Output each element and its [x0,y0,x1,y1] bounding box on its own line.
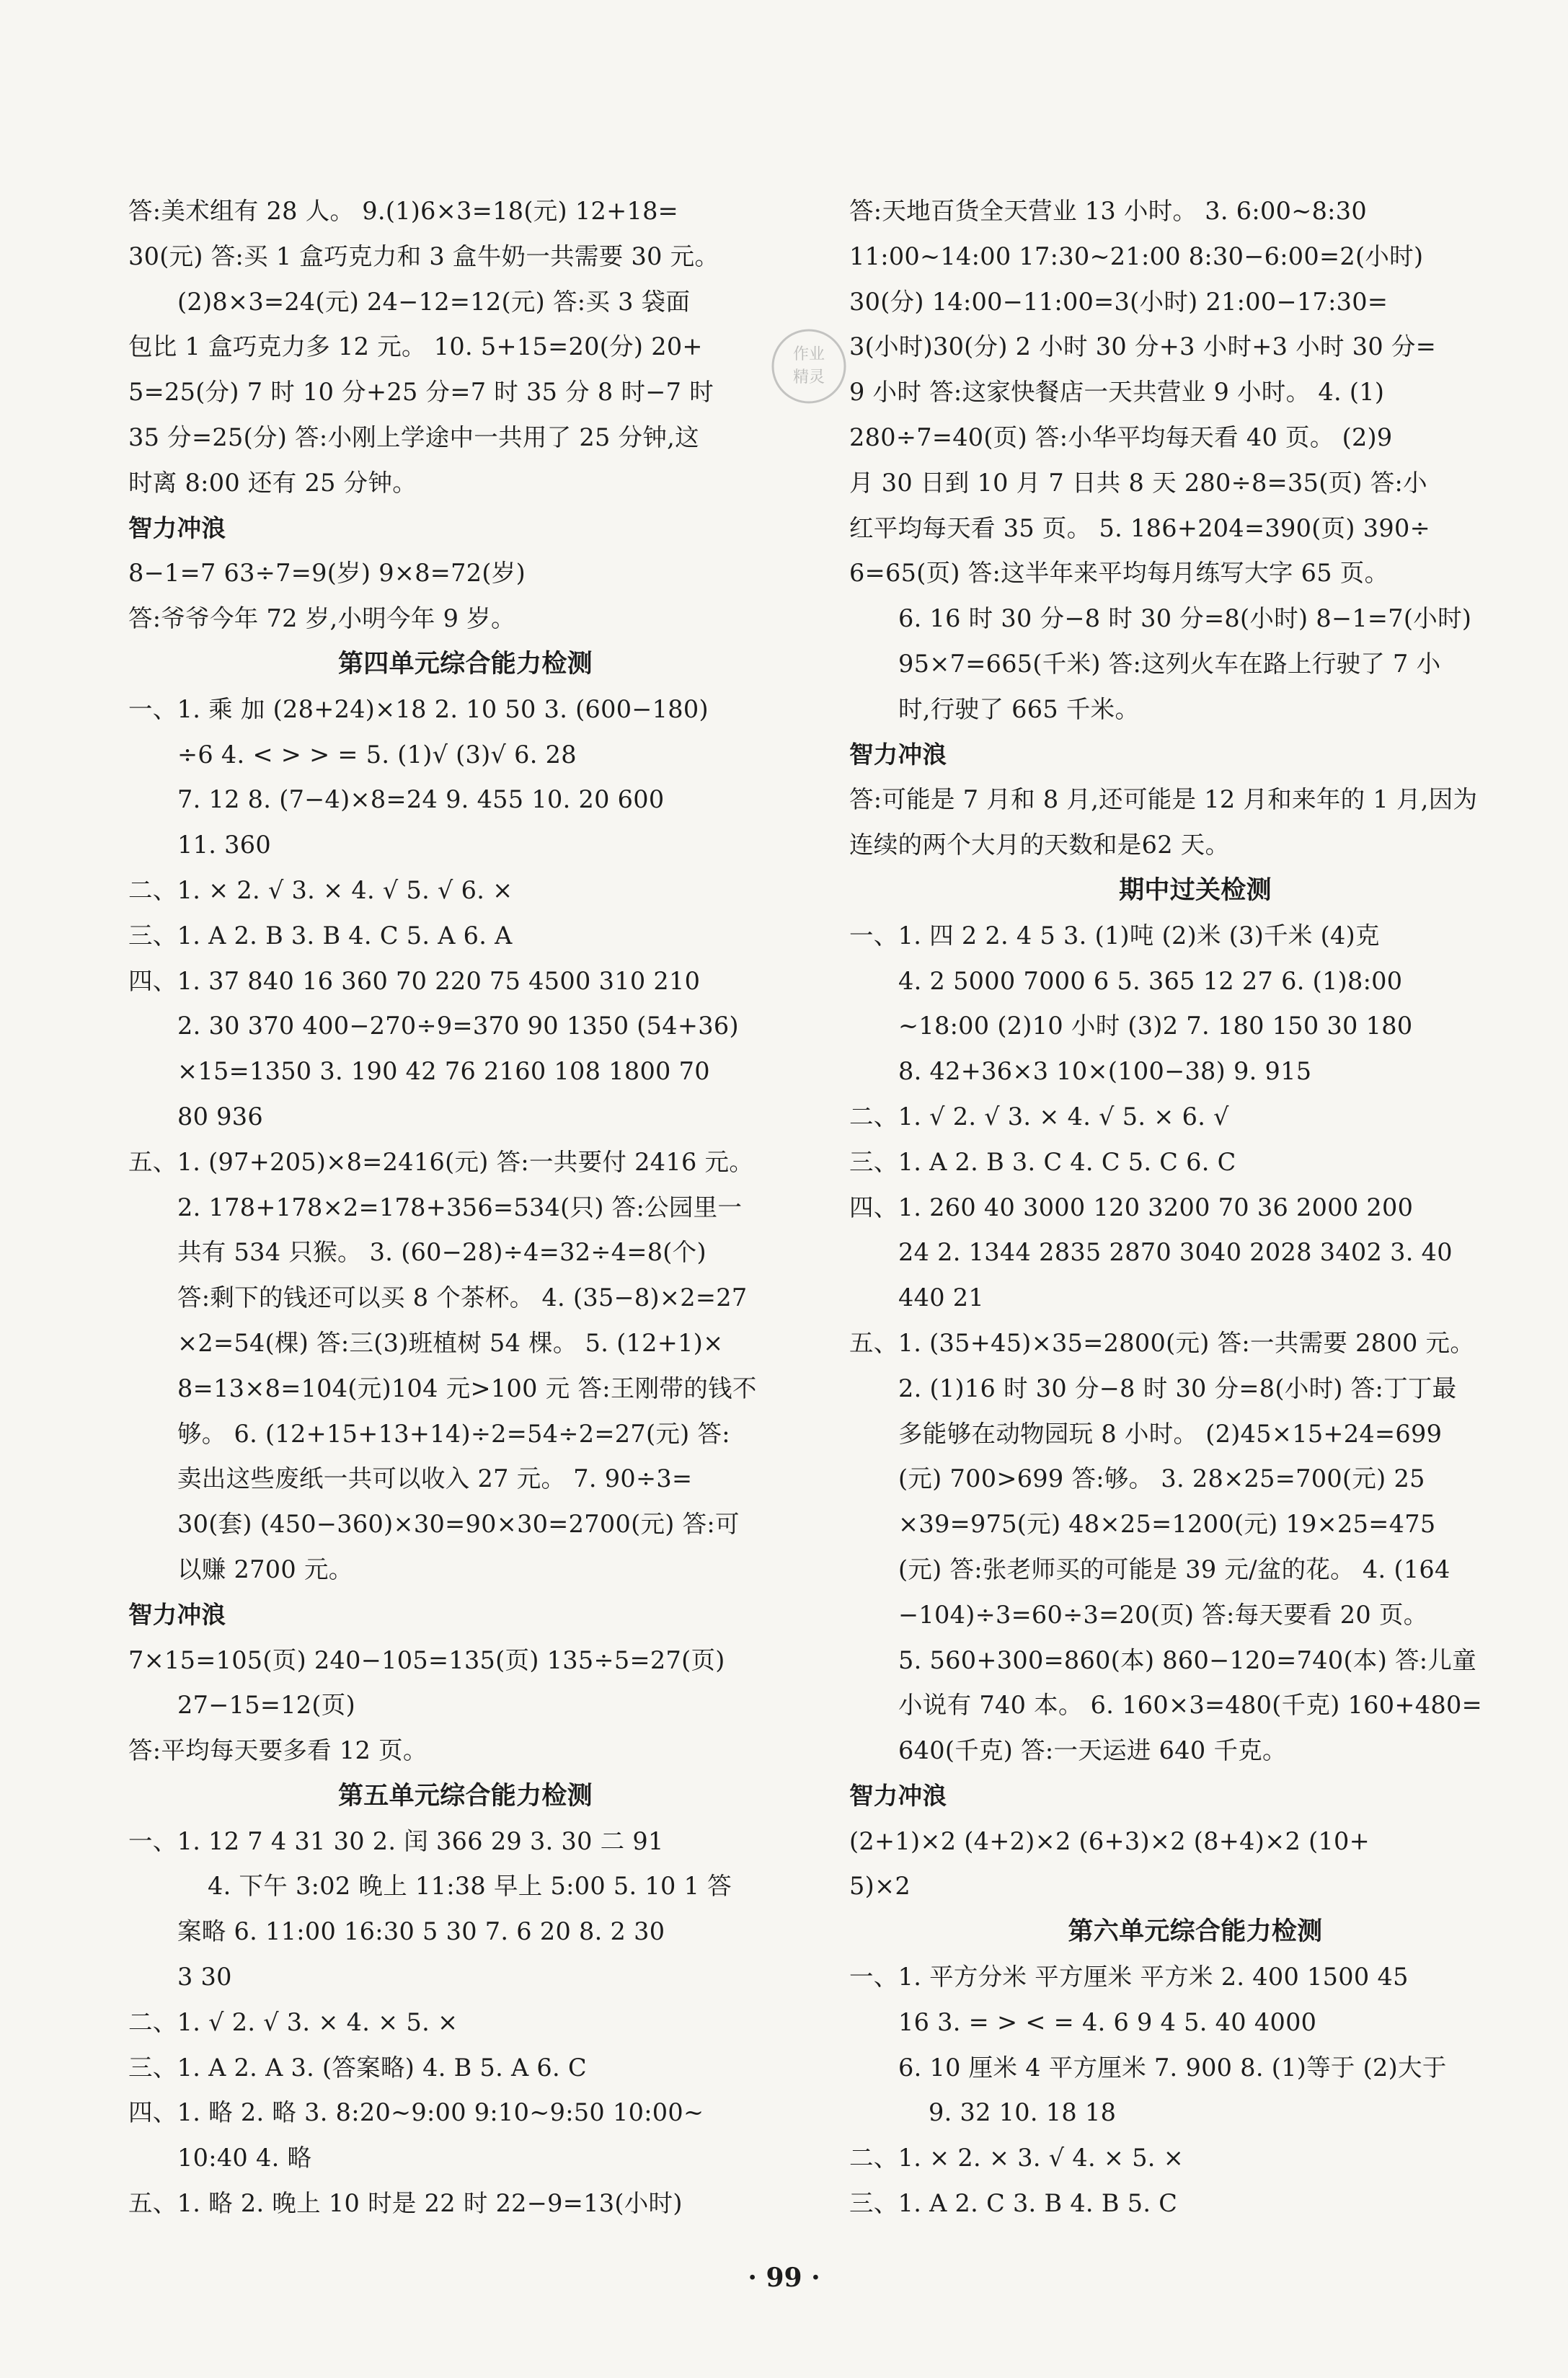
answer-line: 30(元) 答:买 1 盒巧克力和 3 盒牛奶一共需要 30 元。 [128,242,719,270]
stamp-logo [766,323,852,410]
section-heading: 第六单元综合能力检测 [1068,1917,1323,1947]
answer-line: 3(小时)30(分) 2 小时 30 分+3 小时+3 小时 30 分= [849,332,1437,361]
answer-line: 时,行驶了 665 千米。 [898,694,1140,723]
answer-line: 时离 8:00 还有 25 分钟。 [128,468,417,497]
answer-line: 9 小时 答:这家快餐店一天共营业 9 小时。 4. (1) [849,378,1385,407]
svg-text:作业: 作业 [792,345,825,363]
answer-line: 280÷7=40(页) 答:小华平均每天看 40 页。 (2)9 [849,423,1393,451]
answer-line: 10:40 4. 略 [177,2144,312,2173]
answer-line: 6. 16 时 30 分−8 时 30 分=8(小时) 8−1=7(小时) [898,604,1472,633]
answer-line: 95×7=665(千米) 答:这列火车在路上行驶了 7 小 [898,649,1441,678]
answer-line: ×15=1350 3. 190 42 76 2160 108 1800 70 [177,1057,710,1086]
answer-line: ×2=54(棵) 答:三(3)班植树 54 棵。 5. (12+1)× [177,1328,724,1357]
answer-line: 5=25(分) 7 时 10 分+25 分=7 时 35 分 8 时−7 时 [128,378,714,407]
answer-line: 三、1. A 2. B 3. C 4. C 5. C 6. C [849,1147,1236,1176]
answer-line: 五、1. (35+45)×35=2800(元) 答:一共需要 2800 元。 [849,1328,1475,1357]
answer-line: 二、1. √ 2. √ 3. × 4. × 5. × [128,2007,459,2036]
answer-line: 5. 560+300=860(本) 860−120=740(本) 答:儿童 [898,1645,1476,1674]
answer-line: 4. 下午 3:02 晚上 11:38 早上 5:00 5. 10 1 答 [208,1872,732,1901]
answer-line: 一、1. 平方分米 平方厘米 平方米 2. 400 1500 45 [849,1963,1409,1992]
answer-line: 640(千克) 答:一天运进 640 千克。 [898,1736,1287,1765]
answer-line: 答:美术组有 28 人。 9.(1)6×3=18(元) 12+18= [128,197,679,225]
answer-line: 四、1. 260 40 3000 120 3200 70 36 2000 200 [849,1193,1414,1221]
page-number: · 99 · [748,2263,820,2293]
answer-line: 2. 30 370 400−270÷9=370 90 1350 (54+36) [177,1012,739,1040]
answer-line: 30(分) 14:00−11:00=3(小时) 21:00−17:30= [849,287,1388,316]
answer-line: 五、1. (97+205)×8=2416(元) 答:一共要付 2416 元。 [128,1147,754,1176]
answer-line: 卖出这些废纸一共可以收入 27 元。 7. 90÷3= [177,1464,693,1493]
answer-line: ×39=975(元) 48×25=1200(元) 19×25=475 [898,1510,1436,1539]
answer-line: (元) 答:张老师买的可能是 39 元/盆的花。 4. (164 [898,1555,1450,1583]
subsection-heading: 智力冲浪 [128,1600,226,1629]
answer-line: 多能够在动物园玩 8 小时。 (2)45×15+24=699 [898,1419,1443,1448]
answer-line: 答:剩下的钱还可以买 8 个茶杯。 4. (35−8)×2=27 [177,1283,748,1312]
section-heading: 第四单元综合能力检测 [337,649,593,679]
answer-line: 3 30 [177,1963,232,1992]
answer-line: 27−15=12(页) [177,1691,355,1720]
answer-line: 8=13×8=104(元)104 元>100 元 答:王刚带的钱不 [177,1374,757,1402]
answer-line: 答:爷爷今年 72 岁,小明今年 9 岁。 [128,604,515,633]
svg-text:精灵: 精灵 [792,368,825,386]
answer-line: ÷6 4. < > > = 5. (1)√ (3)√ 6. 28 [177,740,577,769]
answer-line: 7×15=105(页) 240−105=135(页) 135÷5=27(页) [128,1645,725,1674]
answer-line: 答:平均每天要多看 12 页。 [128,1736,428,1765]
answer-line: 8. 42+36×3 10×(100−38) 9. 915 [898,1057,1312,1086]
answer-line: 三、1. A 2. A 3. (答案略) 4. B 5. A 6. C [128,2053,587,2082]
answer-line: 6=65(页) 答:这半年来平均每月练写大字 65 页。 [849,559,1389,588]
answer-line: 以赚 2700 元。 [177,1555,353,1583]
answer-line: 9. 32 10. 18 18 [929,2098,1117,2127]
answer-line: 共有 534 只猴。 3. (60−28)÷4=32÷4=8(个) [177,1238,707,1267]
answer-line: 24 2. 1344 2835 2870 3040 2028 3402 3. 40 [898,1238,1453,1267]
section-heading: 期中过关检测 [1119,875,1272,905]
answer-line: 答:可能是 7 月和 8 月,还可能是 12 月和来年的 1 月,因为 [849,785,1478,814]
answer-line: 四、1. 略 2. 略 3. 8:20~9:00 9:10~9:50 10:00~ [128,2098,704,2127]
answer-line: 答:天地百货全天营业 13 小时。 3. 6:00~8:30 [849,197,1367,225]
answer-line: 8−1=7 63÷7=9(岁) 9×8=72(岁) [128,559,526,588]
answer-line: 红平均每天看 35 页。 5. 186+204=390(页) 390÷ [849,513,1430,542]
answer-line: 一、1. 乘 加 (28+24)×18 2. 10 50 3. (600−180) [128,694,709,723]
subsection-heading: 智力冲浪 [128,513,226,542]
answer-line: 2. (1)16 时 30 分−8 时 30 分=8(小时) 答:丁丁最 [898,1374,1457,1402]
answer-line: 四、1. 37 840 16 360 70 220 75 4500 310 210 [128,966,701,995]
answer-line: 二、1. × 2. × 3. √ 4. × 5. × [849,2144,1184,2173]
answer-line: 440 21 [898,1283,985,1312]
section-heading: 第五单元综合能力检测 [337,1781,593,1811]
answer-line: 35 分=25(分) 答:小刚上学途中一共用了 25 分钟,这 [128,423,699,451]
answer-line: 连续的两个大月的天数和是62 天。 [849,831,1230,859]
answer-line: 一、1. 12 7 4 31 30 2. 闰 366 29 3. 30 二 91 [128,1826,664,1855]
answer-line: (2+1)×2 (4+2)×2 (6+3)×2 (8+4)×2 (10+ [849,1826,1370,1855]
answer-line: ~18:00 (2)10 小时 (3)2 7. 180 150 30 180 [898,1012,1413,1040]
answer-line: 11:00~14:00 17:30~21:00 8:30−6:00=2(小时) [849,242,1424,270]
answer-line: 6. 10 厘米 4 平方厘米 7. 900 8. (1)等于 (2)大于 [898,2053,1447,2082]
answer-line: 小说有 740 本。 6. 160×3=480(千克) 160+480= [898,1691,1482,1720]
answer-line: 三、1. A 2. B 3. B 4. C 5. A 6. A [128,921,513,950]
answer-line: 2. 178+178×2=178+356=534(只) 答:公园里一 [177,1193,743,1221]
answer-line: 一、1. 四 2 2. 4 5 3. (1)吨 (2)米 (3)千米 (4)克 [849,921,1380,950]
answer-line: 11. 360 [177,831,271,859]
answer-line: −104)÷3=60÷3=20(页) 答:每天要看 20 页。 [898,1600,1428,1629]
answer-line: 4. 2 5000 7000 6 5. 365 12 27 6. (1)8:00 [898,966,1403,995]
answer-line: 够。 6. (12+15+13+14)÷2=54÷2=27(元) 答: [177,1419,730,1448]
answer-line: 三、1. A 2. C 3. B 4. B 5. C [849,2189,1178,2218]
answer-line: 16 3. = > < = 4. 6 9 4 5. 40 4000 [898,2007,1317,2036]
answer-line: 月 30 日到 10 月 7 日共 8 天 280÷8=35(页) 答:小 [849,468,1427,497]
answer-line: 80 936 [177,1102,264,1131]
answer-line: 30(套) (450−360)×30=90×30=2700(元) 答:可 [177,1510,740,1539]
subsection-heading: 智力冲浪 [849,1781,947,1810]
answer-line: (元) 700>699 答:够。 3. 28×25=700(元) 25 [898,1464,1425,1493]
right-column [849,189,1541,2227]
answer-line: 五、1. 略 2. 晚上 10 时是 22 时 22−9=13(小时) [128,2189,683,2218]
answer-line: 二、1. × 2. √ 3. × 4. √ 5. √ 6. × [128,875,513,904]
answer-line: 5)×2 [849,1872,911,1901]
answer-line: (2)8×3=24(元) 24−12=12(元) 答:买 3 袋面 [177,287,691,316]
left-column [128,189,802,2227]
answer-line: 二、1. √ 2. √ 3. × 4. √ 5. × 6. √ [849,1102,1229,1131]
answer-line: 包比 1 盒巧克力多 12 元。 10. 5+15=20(分) 20+ [128,332,703,361]
answer-line: 7. 12 8. (7−4)×8=24 9. 455 10. 20 600 [177,785,665,814]
subsection-heading: 智力冲浪 [849,740,947,769]
answer-line: 案略 6. 11:00 16:30 5 30 7. 6 20 8. 2 30 [177,1917,665,1946]
